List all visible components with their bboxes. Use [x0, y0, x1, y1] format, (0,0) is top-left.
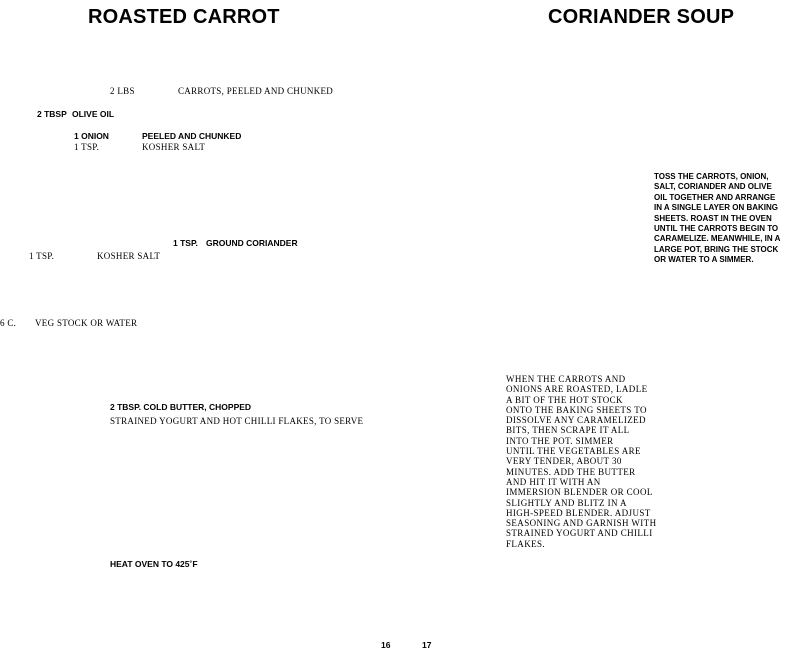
ingredient-qty: 1 ONION	[74, 131, 109, 141]
ingredient-qty: 6 C.	[0, 318, 17, 328]
ingredient-item: PEELED AND CHUNKED	[142, 131, 242, 141]
ingredient-yogurt: STRAINED YOGURT AND HOT CHILLI FLAKES, TO SERVE	[110, 416, 364, 426]
ingredient-item: KOSHER SALT	[142, 142, 206, 152]
ingredient-qty: 1 TSP.	[173, 238, 198, 248]
ingredient-onion	[74, 131, 241, 142]
instruction-heat-oven: HEAT OVEN TO 425˚F	[110, 559, 198, 569]
ingredient-qty: 2 TBSP	[37, 109, 67, 119]
page-number-right: 17	[422, 640, 432, 650]
ingredient-item: OLIVE OIL	[72, 109, 115, 119]
ingredient-kosher-salt-1	[74, 142, 205, 153]
ingredient-item: VEG STOCK OR WATER	[35, 318, 138, 328]
ingredient-qty: 1 TSP.	[74, 142, 100, 152]
ingredient-item: GROUND CORIANDER	[206, 238, 298, 248]
method-step-one: TOSS THE CARROTS, ONION, SALT, CORIANDER AND OLIVE OIL TOGETHER AND ARRANGE IN A SINGLE LAYER ON BAKING SHEETS. ROAST IN THE OVEN UNTIL THE CARROTS BEGIN TO CARAMELIZE. MEANWHILE, IN A LARGE POT, BRING THE STOCK OR WATER TO A SIMMER.	[654, 172, 781, 265]
ingredient-kosher-salt-2	[29, 251, 160, 262]
ingredient-stock	[0, 318, 137, 329]
page-number-left: 16	[381, 640, 391, 650]
ingredient-item: CARROTS, PEELED AND CHUNKED	[178, 86, 334, 96]
ingredient-coriander	[173, 238, 298, 249]
ingredient-item: KOSHER SALT	[97, 251, 161, 261]
ingredient-butter: 2 TBSP. COLD BUTTER, CHOPPED	[110, 402, 252, 412]
method-step-two: WHEN THE CARROTS AND ONIONS ARE ROASTED, LADLE A BIT OF THE HOT STOCK ONTO THE BAKING SHEETS TO DISSOLVE ANY CARAMELIZED BITS, THEN SCRAPE IT ALL INTO THE POT. SIMMER UNTIL THE VEGETABLES ARE VERY TENDER, ABOUT 30 MINUTES. ADD THE BUTTER AND HIT IT WITH AN IMMERSION BLENDER OR COOL SLIGHTLY AND BLITZ IN A HIGH-SPEED BLENDER. ADJUST SEASONING AND GARNISH WITH STRAINED YOGURT AND CHILLI FLAKES.	[506, 374, 657, 549]
ingredient-qty: 2 LBS	[110, 86, 135, 96]
left-page-title: ROASTED CARROT	[88, 6, 280, 28]
right-page-title: CORIANDER SOUP	[548, 6, 735, 28]
ingredient-qty: 1 TSP.	[29, 251, 55, 261]
ingredient-carrots	[110, 86, 333, 97]
ingredient-olive-oil	[37, 109, 114, 120]
